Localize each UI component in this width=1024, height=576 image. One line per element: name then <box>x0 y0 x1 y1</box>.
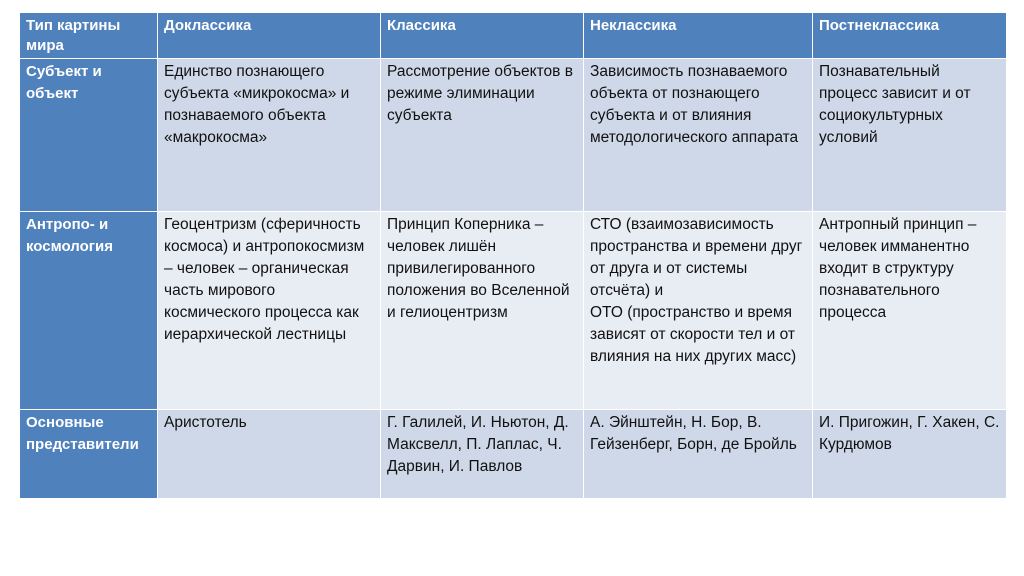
cell-representatives-postnonclassical: И. Пригожин, Г. Хакен, С. Курдюмов <box>813 410 1007 499</box>
cell-cosmology-preclassical: Геоцентризм (сферичность космоса) и антропокосмизм – человек – органическая часть мирового космического процесса как иерархической лестницы <box>158 212 381 410</box>
cell-cosmology-classical: Принцип Коперника – человек лишён привилегированного положения во Вселенной и гелиоцентризм <box>381 212 584 410</box>
table-row-subject-object <box>20 59 1007 212</box>
table-header-row <box>20 13 1007 59</box>
cell-subject-preclassical: Единство познающего субъекта «микрокосма» и познаваемого объекта «макрокосма» <box>158 59 381 212</box>
cell-cosmology-nonclassical <box>584 212 813 410</box>
cell-representatives-classical: Г. Галилей, И. Ньютон, Д. Максвелл, П. Лаплас, Ч. Дарвин, И. Павлов <box>381 410 584 499</box>
header-preclassical: Доклассика <box>158 13 381 59</box>
cell-cosmology-nonclassical-sto: СТО (взаимозависимость пространства и времени друг от друга и от системы отсчёта) и <box>590 216 803 299</box>
row-label-anthropo-cosmology: Антропо- и космология <box>20 212 158 410</box>
cell-subject-nonclassical: Зависимость познаваемого объекта от познающего субъекта и от влияния методологического аппарата <box>584 59 813 212</box>
cell-cosmology-postnonclassical: Антропный принцип – человек имманентно входит в структуру познавательного процесса <box>813 212 1007 410</box>
cell-subject-classical: Рассмотрение объектов в режиме элиминации субъекта <box>381 59 584 212</box>
cell-representatives-preclassical: Аристотель <box>158 410 381 499</box>
worldview-table <box>19 12 1007 499</box>
cell-representatives-nonclassical: А. Эйнштейн, Н. Бор, В. Гейзенберг, Борн, де Бройль <box>584 410 813 499</box>
cell-cosmology-nonclassical-oto: ОТО (пространство и время зависят от скорости тел и от влияния на них других масс) <box>590 304 797 365</box>
table-row-representatives <box>20 410 1007 499</box>
header-nonclassical: Неклассика <box>584 13 813 59</box>
header-postnonclassical: Постнеклассика <box>813 13 1007 59</box>
cell-subject-postnonclassical: Познавательный процесс зависит и от социокультурных условий <box>813 59 1007 212</box>
row-label-representatives: Основные представители <box>20 410 158 499</box>
header-worldview-type: Тип картины мира <box>20 13 158 59</box>
header-classical: Классика <box>381 13 584 59</box>
row-label-subject-object: Субъект и объект <box>20 59 158 212</box>
table-row-anthropo-cosmology <box>20 212 1007 410</box>
